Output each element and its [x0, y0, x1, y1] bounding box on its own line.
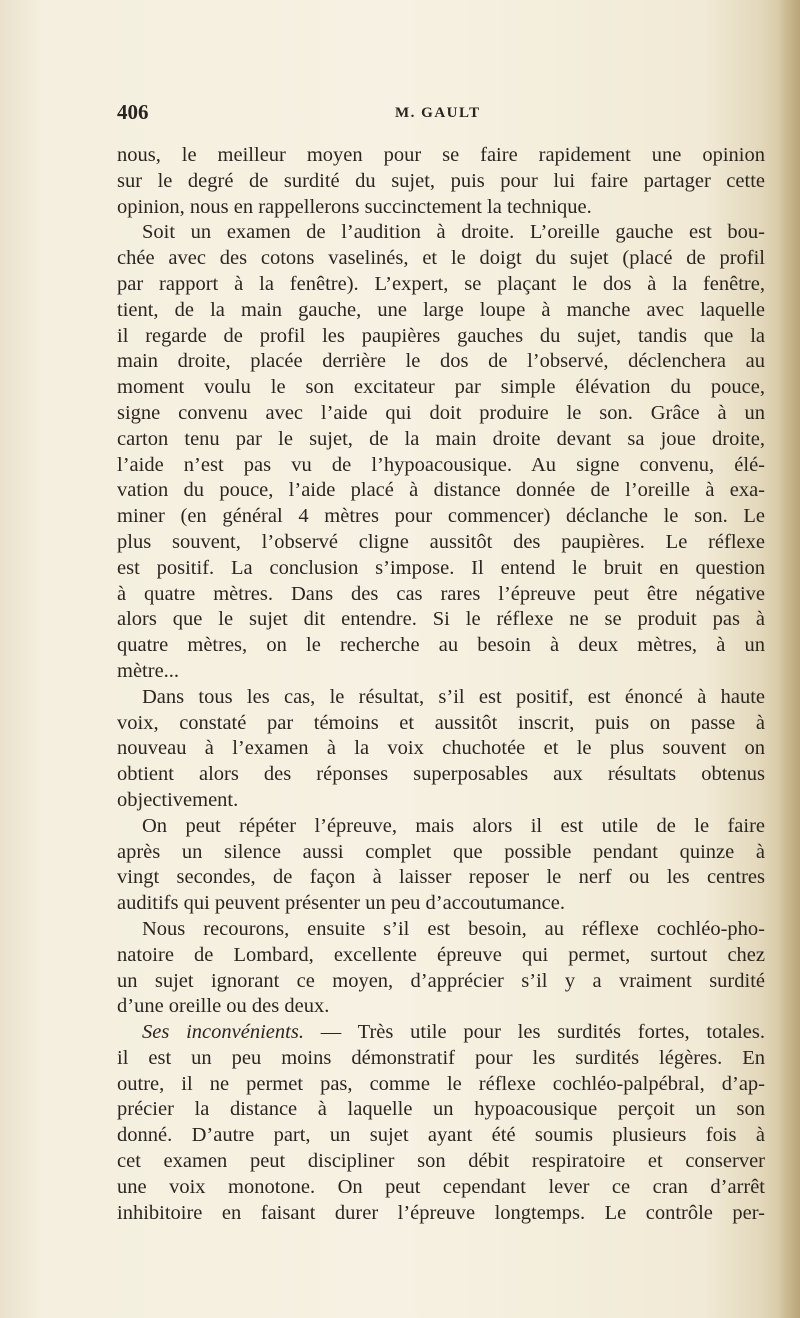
text-line: sur le degré de surdité du sujet, puis pour lui faire partager cette [117, 169, 765, 192]
text-line: Soit un examen de l’audition à droite. L’oreille gauche est bou- [142, 221, 765, 244]
text-line: On peut répéter l’épreuve, mais alors il est utile de le faire [142, 814, 765, 837]
text-line: signe convenu avec l’aide qui doit produire le son. Grâce à un [117, 401, 765, 424]
text-line: Nous recourons, ensuite s’il est besoin, au réflexe cochléo-pho- [142, 917, 765, 940]
text-line: après un silence aussi complet que possible pendant quinze à [117, 840, 765, 863]
text-line: plus souvent, l’observé cligne aussitôt des paupières. Le réflexe [117, 530, 765, 553]
text-line: un sujet ignorant ce moyen, d’apprécier s’il y a vraiment surdité [117, 969, 765, 992]
text-line: alors que le sujet dit entendre. Si le réflexe ne se produit pas à [117, 608, 765, 631]
italic-heading: Ses inconvénients. [142, 1021, 304, 1044]
text-line-with-italic-lead [117, 1020, 765, 1046]
text-line: outre, il ne permet pas, comme le réflexe cochléo-palpébral, d’ap- [117, 1072, 765, 1095]
text-line: précier la distance à laquelle un hypoacousique perçoit un son [117, 1098, 765, 1121]
text-line: vation du pouce, l’aide placé à distance donnée de l’oreille à exa- [117, 479, 765, 502]
text-line: l’aide n’est pas vu de l’hypoacousique. Au signe convenu, élé- [117, 453, 765, 476]
text-line: à quatre mètres. Dans des cas rares l’épreuve peut être négative [117, 582, 765, 605]
text-line: donné. D’autre part, un sujet ayant été soumis plusieurs fois à [117, 1124, 765, 1147]
text-line: obtient alors des réponses superposables aux résultats obtenus [117, 763, 765, 786]
text-line: main droite, placée derrière le dos de l’observé, déclenchera au [117, 350, 765, 373]
text-line: mètre... [117, 659, 180, 682]
text-line: tient, de la main gauche, une large loupe à manche avec laquelle [117, 298, 765, 321]
text-line-rest: — Très utile pour les surdités fortes, totales. [320, 1021, 765, 1044]
text-line: d’une oreille ou des deux. [117, 995, 330, 1018]
body-text [117, 143, 765, 1226]
page-number: 406 [117, 100, 149, 124]
text-line: natoire de Lombard, excellente épreuve qui permet, surtout chez [117, 943, 765, 966]
text-line: voix, constaté par témoins et aussitôt inscrit, puis on passe à [117, 711, 765, 734]
text-line: il regarde de profil les paupières gauches du sujet, tandis que la [117, 324, 765, 347]
text-line: est positif. La conclusion s’impose. Il entend le bruit en question [117, 556, 765, 579]
text-line: opinion, nous en rappellerons succinctement la technique. [117, 195, 592, 218]
text-line: vingt secondes, de façon à laisser reposer le nerf ou les centres [117, 866, 765, 889]
text-line: moment voulu le son excitateur par simple élévation du pouce, [117, 376, 765, 399]
text-line: miner (en général 4 mètres pour commencer) déclanche le son. Le [117, 505, 765, 528]
text-line: auditifs qui peuvent présenter un peu d’accoutumance. [117, 892, 565, 915]
text-line: quatre mètres, on le recherche au besoin à deux mètres, à un [117, 634, 765, 657]
text-line: objectivement. [117, 788, 239, 811]
page-header [117, 100, 757, 130]
page-gutter-shadow [778, 0, 800, 1318]
text-line: cet examen peut discipliner son débit respiratoire et conserver [117, 1150, 765, 1173]
text-line: inhibitoire en faisant durer l’épreuve longtemps. Le contrôle per- [117, 1201, 765, 1224]
text-line: il est un peu moins démonstratif pour les surdités légères. En [117, 1046, 765, 1069]
text-line: par rapport à la fenêtre). L’expert, se plaçant le dos à la fenêtre, [117, 272, 765, 295]
text-line: une voix monotone. On peut cependant lever ce cran d’arrêt [117, 1175, 765, 1198]
text-line: nous, le meilleur moyen pour se faire rapidement une opinion [117, 144, 765, 166]
text-line: carton tenu par le sujet, de la main droite devant sa joue droite, [117, 427, 765, 450]
text-line: chée avec des cotons vaselinés, et le doigt du sujet (placé de profil [117, 247, 765, 270]
text-line: Dans tous les cas, le résultat, s’il est positif, est énoncé à haute [142, 685, 765, 708]
text-line: nouveau à l’examen à la voix chuchotée et le plus souvent on [117, 737, 765, 760]
running-head: M. GAULT [395, 105, 481, 121]
